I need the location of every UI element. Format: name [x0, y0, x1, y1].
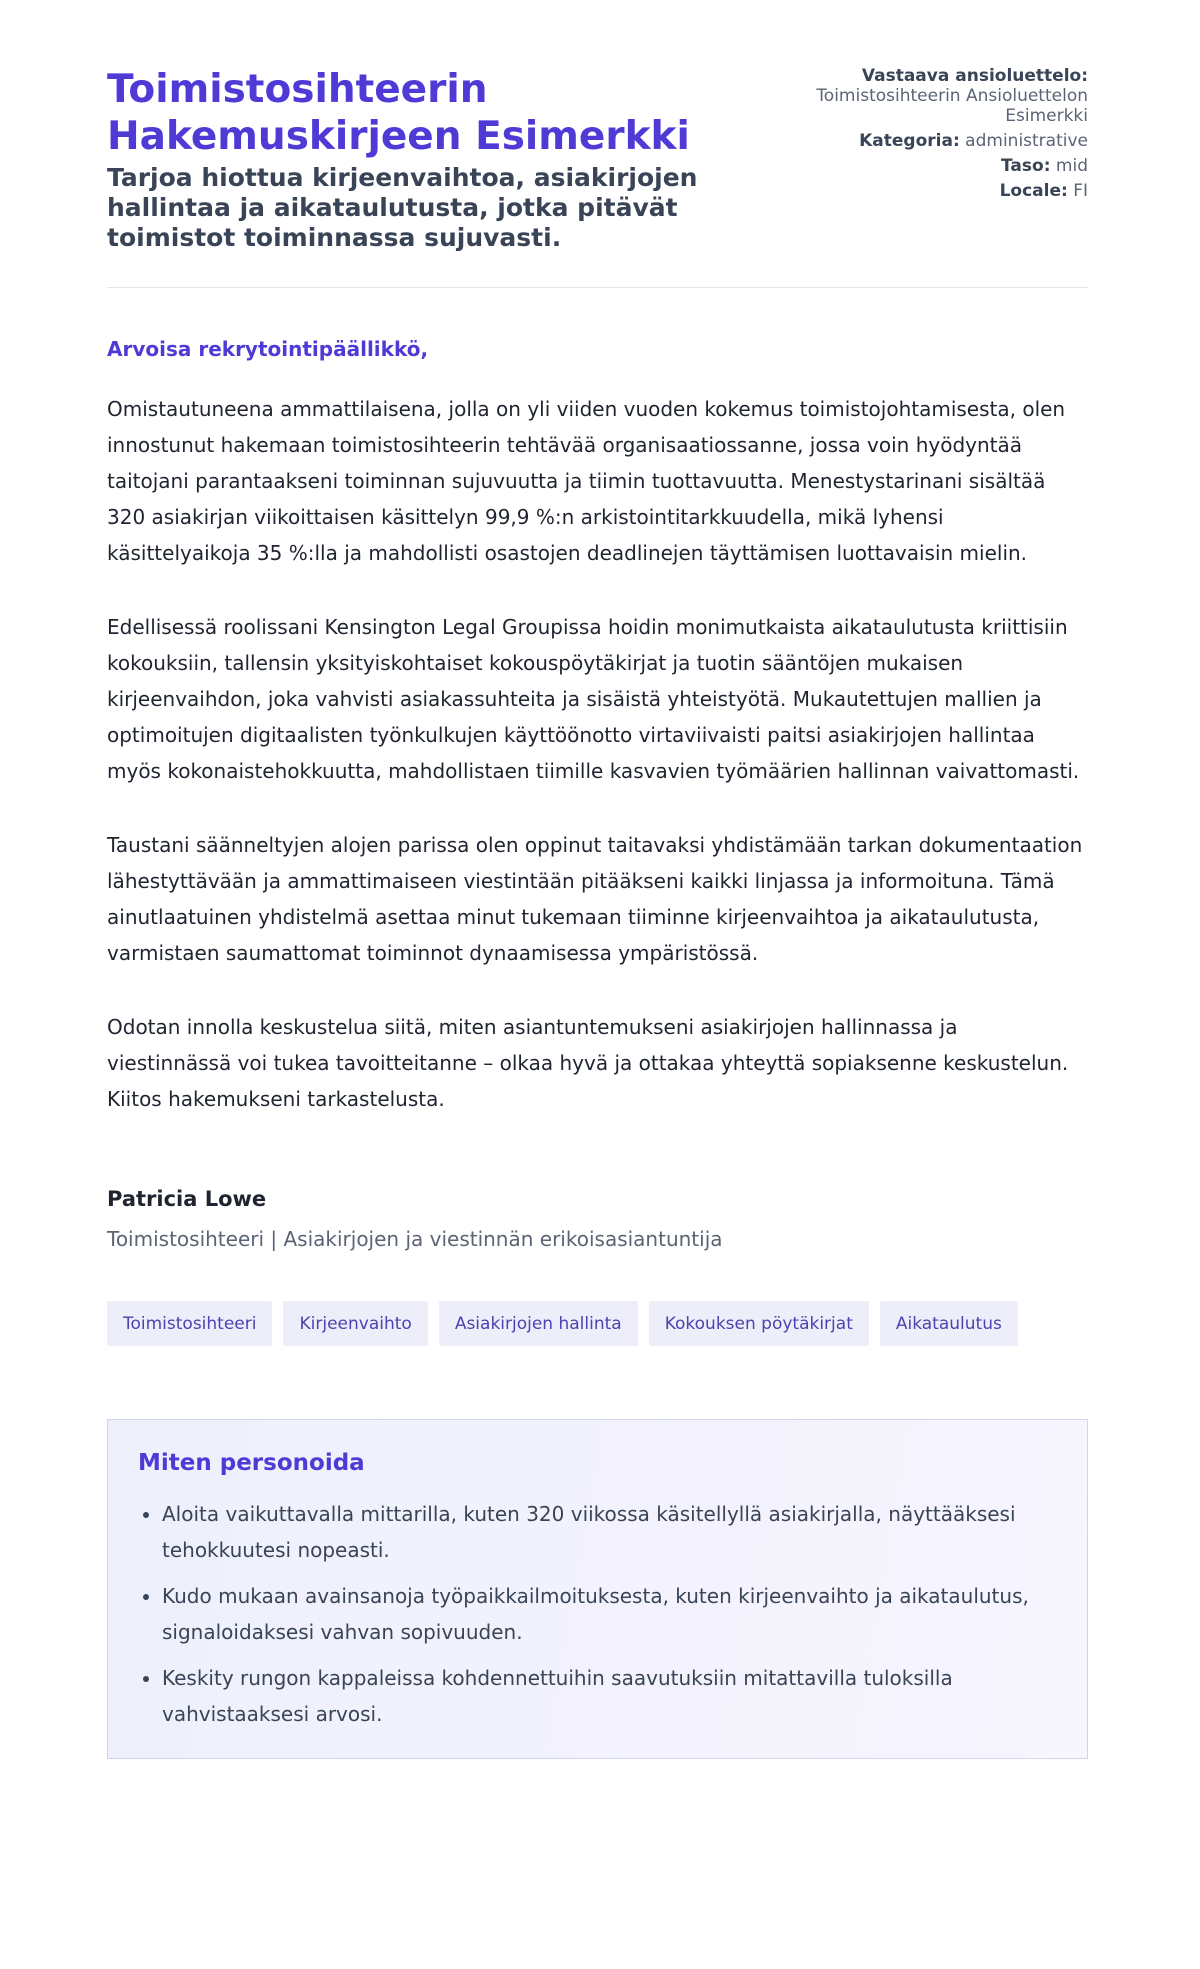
letter-paragraph-2: Edellisessä roolissani Kensington Legal Groupissa hoidin monimutkaista aikataulutusta kriittisiin kokouksiin, tallensin yksityiskohtaiset kokouspöytäkirjat ja tuotin sääntöjen mukaisen kirjeenvaihdon, joka vahvisti asiakassuhteita ja sisäistä yhteistyötä. Mukautettujen mallien ja optimoitujen digitaalisten työnkulkujen käyttöönotto virtaviivaisti paitsi asiakirjojen hallintaa myös kokonaistehokkuutta, mahdollistaen tiimille kasvavien työmäärien hallinnan vaivattomasti.: [107, 615, 1080, 783]
tips-title: Miten personoida: [138, 1450, 365, 1476]
meta-resume: [788, 66, 1088, 86]
signature-role: Toimistosihteeri | Asiakirjojen ja viestinnän erikoisasiantuntija: [107, 1227, 723, 1251]
meta-resume-value[interactable]: Toimistosihteerin Ansioluettelon Esimerkki: [816, 86, 1088, 126]
tips-list-item: • Kudo mukaan avainsanoja työpaikkailmoituksesta, kuten kirjeenvaihto ja aikataulutus, signaloidaksesi vahvan sopivuuden.: [162, 1578, 1057, 1650]
page-header: [107, 66, 1088, 253]
meta-panel: [788, 66, 1088, 206]
meta-level-label: Taso:: [1001, 156, 1051, 176]
tag-chip[interactable]: Asiakirjojen hallinta: [439, 1301, 638, 1346]
meta-resume-label: Vastaava ansioluettelo:: [861, 66, 1088, 86]
meta-level: [788, 156, 1088, 176]
meta-locale: [788, 181, 1088, 201]
tag-list: [107, 1301, 1088, 1346]
tag-chip[interactable]: Kirjeenvaihto: [283, 1301, 427, 1346]
letter-paragraph-4: Odotan innolla keskustelua siitä, miten asiantuntemukseni asiakirjojen hallinnassa ja viestinnässä voi tukea tavoitteitanne – olkaa hyvä ja ottakaa yhteyttä sopiaksenne keskustelun. Kiitos hakemukseni tarkastelusta.: [107, 1015, 1069, 1111]
meta-level-value: mid: [1055, 156, 1088, 176]
page-title: Toimistosihteerin Hakemuskirjeen Esimerkki: [107, 67, 690, 159]
tag-chip[interactable]: Aikataulutus: [880, 1301, 1018, 1346]
letter-paragraph-3: Taustani säänneltyjen alojen parissa olen oppinut taitavaksi yhdistämään tarkan dokumentaation lähestyttävään ja ammattimaiseen viestintään pitääkseni kaikki linjassa ja informoituna. Tämä ainutlaatuinen yhdistelmä asettaa minut tukemaan tiiminne kirjeenvaihtoa ja aikataulutusta, varmistaen saumattomat toiminnot dynaamisessa ympäristössä.: [107, 833, 1083, 965]
page-subtitle: Tarjoa hiottua kirjeenvaihtoa, asiakirjojen hallintaa ja aikataulutusta, jotka pitävät toimistot toiminnassa sujuvasti.: [107, 163, 698, 252]
header-titles: [107, 66, 747, 253]
signature-name: Patricia Lowe: [107, 1187, 267, 1211]
meta-locale-label: Locale:: [999, 181, 1068, 201]
tag-chip[interactable]: Kokouksen pöytäkirjat: [649, 1301, 869, 1346]
letter-paragraph-1: Omistautuneena ammattilaisena, jolla on yli viiden vuoden kokemus toimistojohtamisesta, olen innostunut hakemaan toimistosihteerin tehtävää organisaatiossanne, jossa voin hyödyntää taitojani parantaakseni toiminnan sujuvuutta ja tiimin tuottavuutta. Menestystarinani sisältää 320 asiakirjan viikoittaisen käsittelyn 99,9 %:n arkistointitarkkuudella, mikä lyhensi käsittelyaikoja 35 %:lla ja mahdollisti osastojen deadlinejen täyttämisen luottavaisin mielin.: [107, 397, 1066, 565]
tips-list-item: • Aloita vaikuttavalla mittarilla, kuten 320 viikossa käsitellyllä asiakirjalla, näyttääksesi tehokkuutesi nopeasti.: [162, 1496, 1057, 1568]
tag-chip[interactable]: Toimistosihteeri: [107, 1301, 272, 1346]
meta-category-value: administrative: [965, 131, 1088, 151]
tips-list-item: • Keskity rungon kappaleissa kohdennettuihin saavutuksiin mitattavilla tuloksilla vahvistaaksesi arvosi.: [162, 1660, 1057, 1732]
tips-list: [138, 1496, 1057, 1732]
meta-category-label: Kategoria:: [859, 131, 960, 151]
header-divider: [107, 287, 1088, 288]
meta-category: [788, 131, 1088, 151]
letter-salutation: Arvoisa rekrytointipäällikkö,: [107, 337, 429, 361]
personalize-tips-box: [107, 1419, 1088, 1759]
meta-locale-value: FI: [1073, 181, 1088, 201]
